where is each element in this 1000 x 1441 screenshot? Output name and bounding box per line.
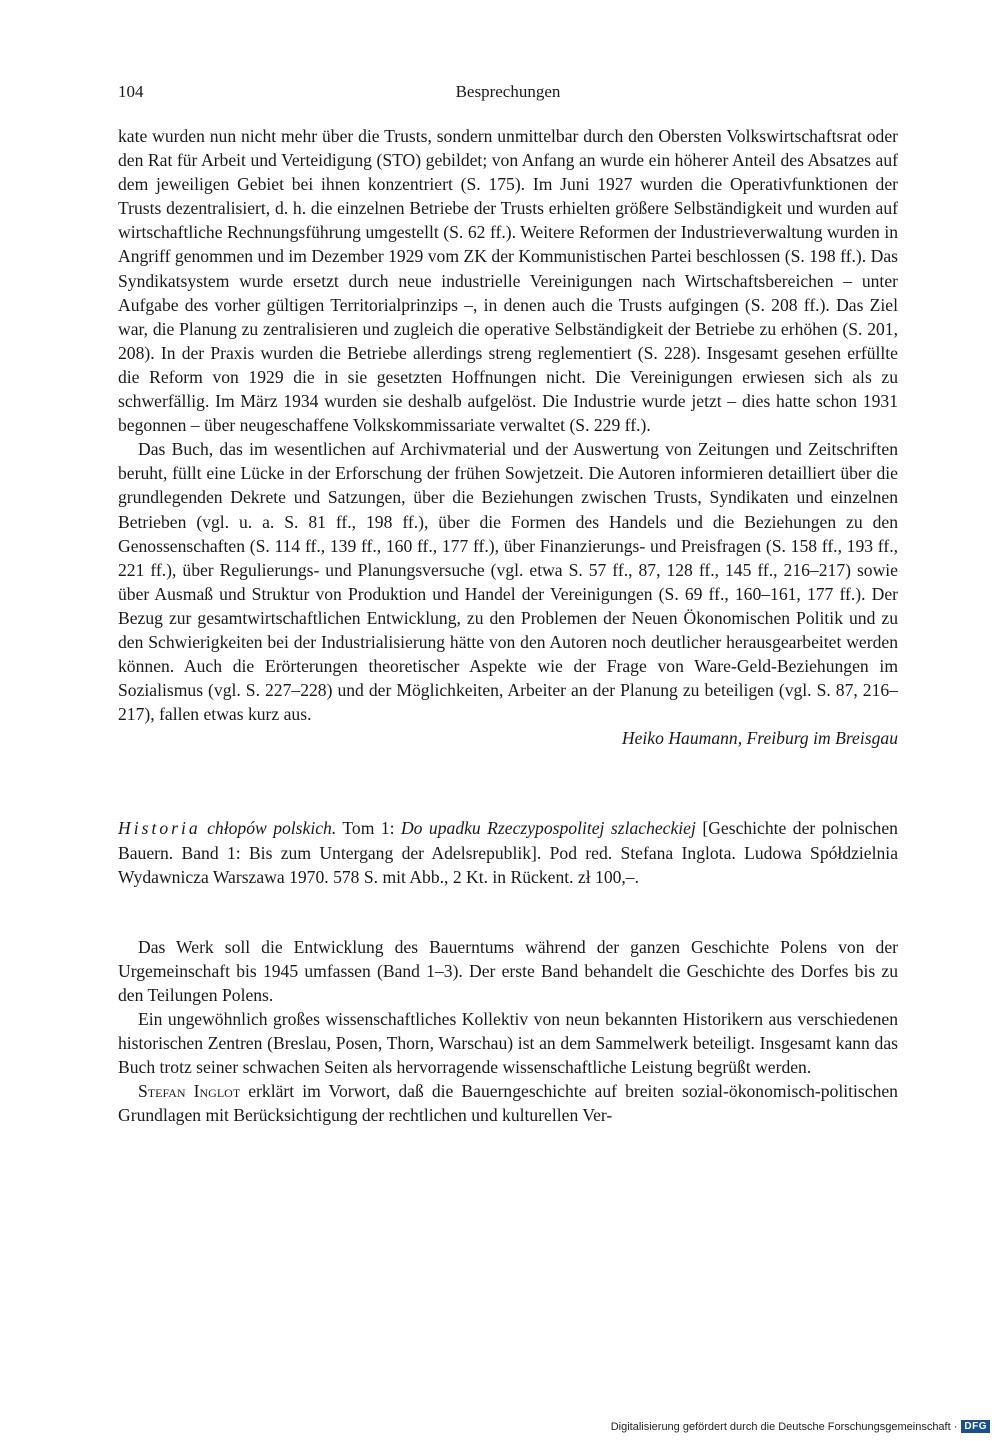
page-number: 104 [118, 82, 144, 101]
review1-signature: Heiko Haumann, Freiburg im Breisgau [621, 728, 898, 749]
digitization-footer [611, 1420, 990, 1433]
bib-volume: Tom 1: [342, 818, 395, 839]
review2-paragraph-3 [118, 1079, 898, 1127]
review1-paragraph-1: kate wurden nun nicht mehr über die Trusts, sondern unmittelbar durch den Obersten Volkswirtschaftsrat oder den Rat für Arbeit und Verteidigung (STO) gebildet; von Anfang an wurde ein höherer Anteil des Absatzes auf dem jeweiligen Gebiet bei ihnen konzentriert (S. 175). Im Juni 1927 wurden die Operativfunktionen der Trusts dezentralisiert, d. h. die einzelnen Betriebe der Trusts erhielten größere Selbständigkeit und wurden auf wirtschaftliche Rechnungsführung umgestellt (S. 62 ff.). Weitere Reformen der Industrieverwaltung wurden in Angriff genommen und im Dezember 1929 vom ZK der Kommunistischen Partei beschlossen (S. 198 ff.). Das Syndikatsystem wurde ersetzt durch neue industrielle Vereinigungen nach Wirtschaftsbereichen – unter Aufgabe des vorher gültigen Territorialprinzips –, in denen auch die Trusts aufgingen (S. 208 ff.). Das Ziel war, die Planung zu zentralisieren und zugleich die operative Selbständigkeit der Betriebe zu erhöhen (S. 201, 208). In der Praxis wurden die Betriebe allerdings streng reglementiert (S. 228). Insgesamt gesehen erfüllte die Reform von 1929 die in sie gesetzten Hoffnungen nicht. Die Vereinigungen erwiesen sich als zu schwerfällig. Im März 1934 wurden sie deshalb aufgelöst. Die Industrie wurde jetzt – dies hatte schon 1931 begonnen – über neugeschaffene Volkskommissariate verwaltet (S. 229 ff.). [118, 126, 898, 436]
page-header [118, 82, 898, 106]
author-name-smallcaps: Stefan Inglot [138, 1081, 241, 1102]
bib-title: chłopów polskich. [207, 818, 337, 839]
review2-paragraph-3-text: erklärt im Vorwort, daß die Bauerngeschichte auf breiten sozial-ökonomisch-politischen Grundlagen mit Berücksichtigung der rechtlichen und kulturellen Ver- [118, 1081, 898, 1126]
dfg-logo: DFG [961, 1420, 990, 1433]
bib-author: Historia [118, 818, 201, 839]
review1-paragraph-2: Das Buch, das im wesentlichen auf Archivmaterial und der Auswertung von Zeitungen und Zeitschriften beruht, füllt eine Lücke in der Erforschung der frühen Sowjetzeit. Die Autoren informieren detailliert über die grundlegenden Dekrete und Satzungen, über die Beziehungen zwischen Trusts, Syndikaten und einzelnen Betrieben (vgl. u. a. S. 81 ff., 198 ff.), über die Formen des Handels und die Beziehungen zu den Genossenschaften (S. 114 ff., 139 ff., 160 ff., 177 ff.), über Finanzierungs- und Preisfragen (S. 158 ff., 193 ff., 221 ff.), über Regulierungs- und Planungsversuche (vgl. etwa S. 57 ff., 87, 128 ff., 145 ff., 216–217) sowie über Ausmaß und Struktur von Produktion und Handel der Vereinigungen (S. 69 ff., 160–161, 177 ff.). Der Bezug zur gesamtwirtschaftlichen Entwicklung, zu den Problemen der Neuen Ökonomischen Politik und zu den Schwierigkeiten bei der Industrialisierung hätte von den Autoren noch deutlicher herausgearbeitet werden können. Auch die Erörterungen theoretischer Aspekte wie der Frage von Ware-Geld-Beziehungen im Sozialismus (vgl. S. 227–228) und der Möglichkeiten, Arbeiter an der Planung zu beteiligen (vgl. S. 87, 216–217), fallen etwas kurz aus. [118, 439, 898, 725]
bib-details: [Geschichte der polnischen Bauern. Band 1: Bis zum Untergang der Adelsrepublik]. Pod red. Stefana Inglota. Ludowa Spółdzielnia Wydawnicza Warszawa 1970. 578 S. mit Abb., 2 Kt. in Rückent. zł 100,–. [118, 818, 898, 887]
review2-paragraph-1: Das Werk soll die Entwicklung des Bauerntums während der ganzen Geschichte Polens von der Urgemeinschaft bis 1945 umfassen (Band 1–3). Der erste Band behandelt die Geschichte des Dorfes bis zu den Teilungen Polens. [118, 936, 898, 1005]
footer-text: Digitalisierung gefördert durch die Deutsche Forschungsgemeinschaft · [610, 1420, 958, 1433]
page-body [118, 124, 898, 1127]
review2-paragraph-2: Ein ungewöhnlich großes wissenschaftliches Kollektiv von neun bekannten Historikern aus verschiedenen historischen Zentren (Breslau, Posen, Thorn, Warschau) ist an dem Sammelwerk beteiligt. Insgesamt kann das Buch trotz seiner schwachen Seiten als hervorragende wissenschaftliche Leistung begrüßt werden. [118, 1009, 898, 1078]
bib-subtitle: Do upadku Rzeczypospolitej szlacheckiej [400, 818, 696, 839]
running-title: Besprechungen [455, 82, 561, 101]
bibliography-entry [118, 816, 898, 888]
